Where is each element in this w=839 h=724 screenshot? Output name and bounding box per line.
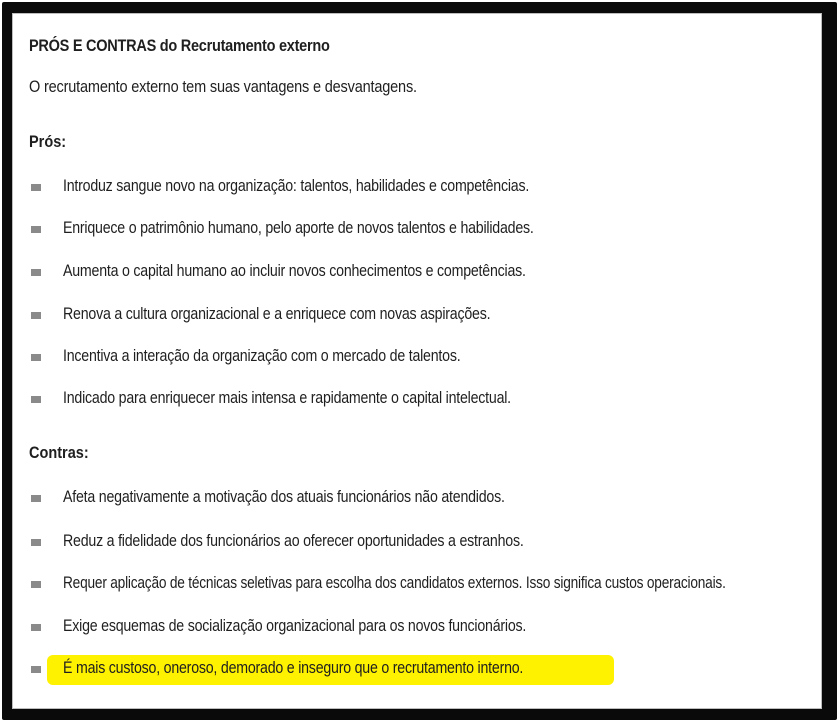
square-bullet-icon <box>31 396 41 403</box>
pros-item-text: Enriquece o patrimônio humano, pelo aporte de novos talentos e habilidades. <box>63 219 534 237</box>
square-bullet-icon <box>31 624 41 631</box>
pros-heading: Prós: <box>29 133 67 151</box>
square-bullet-icon <box>31 495 41 502</box>
document-title: PRÓS E CONTRAS do Recrutamento externo <box>29 37 330 55</box>
square-bullet-icon <box>31 666 41 673</box>
pros-item-text: Introduz sangue novo na organização: talentos, habilidades e competências. <box>63 177 530 195</box>
square-bullet-icon <box>31 184 41 191</box>
pros-item-text: Renova a cultura organizacional e a enriquece com novas aspirações. <box>63 305 491 323</box>
document-content <box>29 14 821 708</box>
cons-item-text: Reduz a fidelidade dos funcionários ao oferecer oportunidades a estranhos. <box>63 532 524 550</box>
cons-item-text: Exige esquemas de socialização organizacional para os novos funcionários. <box>63 617 527 635</box>
cons-item-text: Afeta negativamente a motivação dos atuais funcionários não atendidos. <box>63 488 505 506</box>
pros-item-text: Incentiva a interação da organização com o mercado de talentos. <box>63 347 461 365</box>
square-bullet-icon <box>31 354 41 361</box>
document-page <box>12 13 822 709</box>
pros-item-text: Indicado para enriquecer mais intensa e rapidamente o capital intelectual. <box>63 389 511 407</box>
square-bullet-icon <box>31 539 41 546</box>
cons-item-text: É mais custoso, oneroso, demorado e inseguro que o recrutamento interno. <box>63 659 524 677</box>
square-bullet-icon <box>31 581 41 588</box>
intro-text: O recrutamento externo tem suas vantagens e desvantagens. <box>29 78 417 96</box>
square-bullet-icon <box>31 226 41 233</box>
screenshot-frame <box>2 2 837 720</box>
square-bullet-icon <box>31 269 41 276</box>
square-bullet-icon <box>31 312 41 319</box>
pros-item-text: Aumenta o capital humano ao incluir novos conhecimentos e competências. <box>63 262 526 280</box>
cons-item-text: Requer aplicação de técnicas seletivas para escolha dos candidatos externos. Isso significa custos operacionais. <box>63 574 726 592</box>
cons-heading: Contras: <box>29 444 89 462</box>
